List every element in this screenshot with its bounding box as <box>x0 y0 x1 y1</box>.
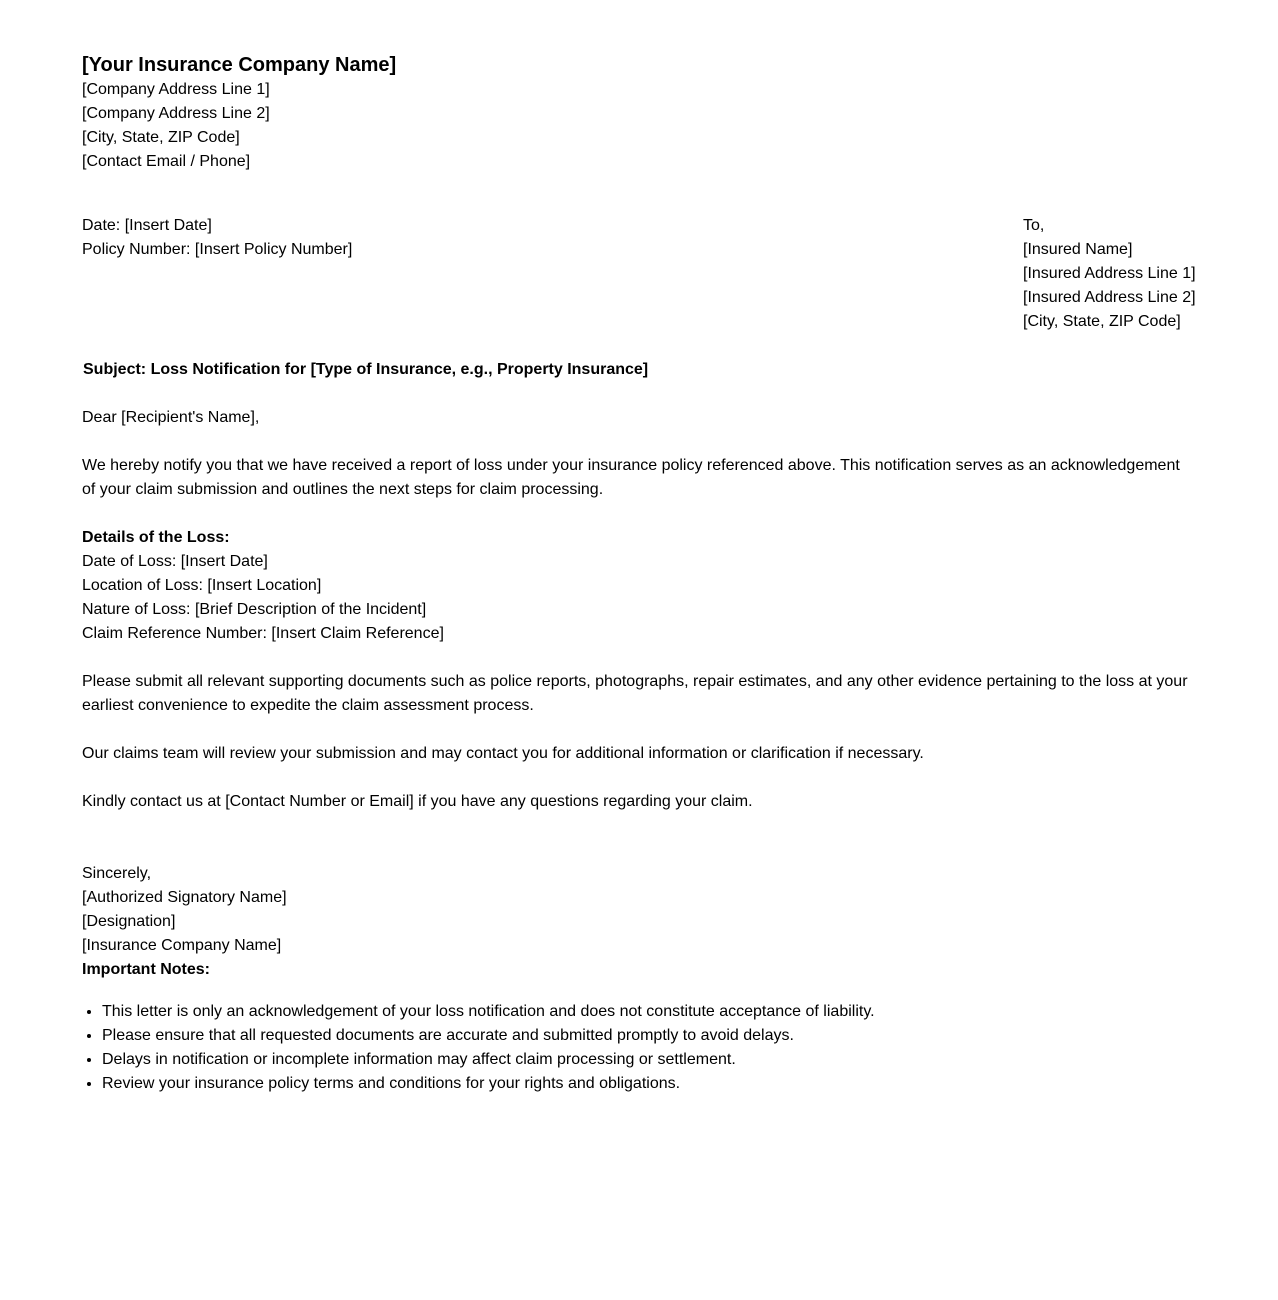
sign-off: Sincerely, <box>82 865 152 882</box>
recipient-address-line-1: [Insured Address Line 1] <box>1023 265 1196 282</box>
letter-meta <box>82 214 352 262</box>
signatory-designation: [Designation] <box>82 913 176 930</box>
letterhead <box>82 52 1196 174</box>
company-contact: [Contact Email / Phone] <box>82 153 251 170</box>
salutation: Dear [Recipient's Name], <box>82 409 260 426</box>
letter-date: Date: [Insert Date] <box>82 217 212 234</box>
date-of-loss: Date of Loss: [Insert Date] <box>82 553 268 570</box>
loss-details-heading: Details of the Loss: <box>82 529 230 546</box>
important-notes-list <box>82 1000 1196 1096</box>
company-address-line-1: [Company Address Line 1] <box>82 81 270 98</box>
recipient-to: To, <box>1023 217 1045 234</box>
location-of-loss: Location of Loss: [Insert Location] <box>82 577 322 594</box>
intro-paragraph: We hereby notify you that we have received a report of loss under your insurance policy referenced above. This notification serves as an acknowledgement of your claim submission and outlines the next steps for claim processing. <box>82 457 1180 498</box>
signatory-company: [Insurance Company Name] <box>82 937 282 954</box>
closing-block <box>82 862 1196 982</box>
company-city-state-zip: [City, State, ZIP Code] <box>82 129 240 146</box>
company-address-line-2: [Company Address Line 2] <box>82 105 270 122</box>
company-address <box>82 78 1196 174</box>
recipient-name: [Insured Name] <box>1023 241 1133 258</box>
list-item: • Review your insurance policy terms and conditions for your rights and obligations. <box>102 1072 1196 1096</box>
recipient-address-line-2: [Insured Address Line 2] <box>1023 289 1196 306</box>
list-item: • Delays in notification or incomplete information may affect claim processing or settlement. <box>102 1048 1196 1072</box>
nature-of-loss: Nature of Loss: [Brief Description of the Incident] <box>82 601 427 618</box>
recipient-city-state-zip: [City, State, ZIP Code] <box>1023 313 1181 330</box>
letter-document <box>82 52 1196 1096</box>
meta-and-recipient <box>82 214 1196 334</box>
contact-paragraph: Kindly contact us at [Contact Number or Email] if you have any questions regarding your claim. <box>82 793 753 810</box>
policy-number: Policy Number: [Insert Policy Number] <box>82 241 353 258</box>
list-item: • This letter is only an acknowledgement of your loss notification and does not constitute acceptance of liability. <box>102 1000 1196 1024</box>
list-item: • Please ensure that all requested documents are accurate and submitted promptly to avoid delays. <box>102 1024 1196 1048</box>
loss-details <box>82 526 1196 646</box>
review-paragraph: Our claims team will review your submission and may contact you for additional information or clarification if necessary. <box>82 745 924 762</box>
recipient-address <box>1023 214 1196 334</box>
documents-paragraph: Please submit all relevant supporting documents such as police reports, photographs, repair estimates, and any other evidence pertaining to the loss at your earliest convenience to expedite the claim assessment process. <box>82 673 1188 714</box>
subject-line: Subject: Loss Notification for [Type of Insurance, e.g., Property Insurance] <box>83 361 649 378</box>
claim-reference-number: Claim Reference Number: [Insert Claim Reference] <box>82 625 444 642</box>
important-notes-heading: Important Notes: <box>82 961 210 978</box>
company-name: [Your Insurance Company Name] <box>82 54 397 76</box>
signatory-name: [Authorized Signatory Name] <box>82 889 287 906</box>
